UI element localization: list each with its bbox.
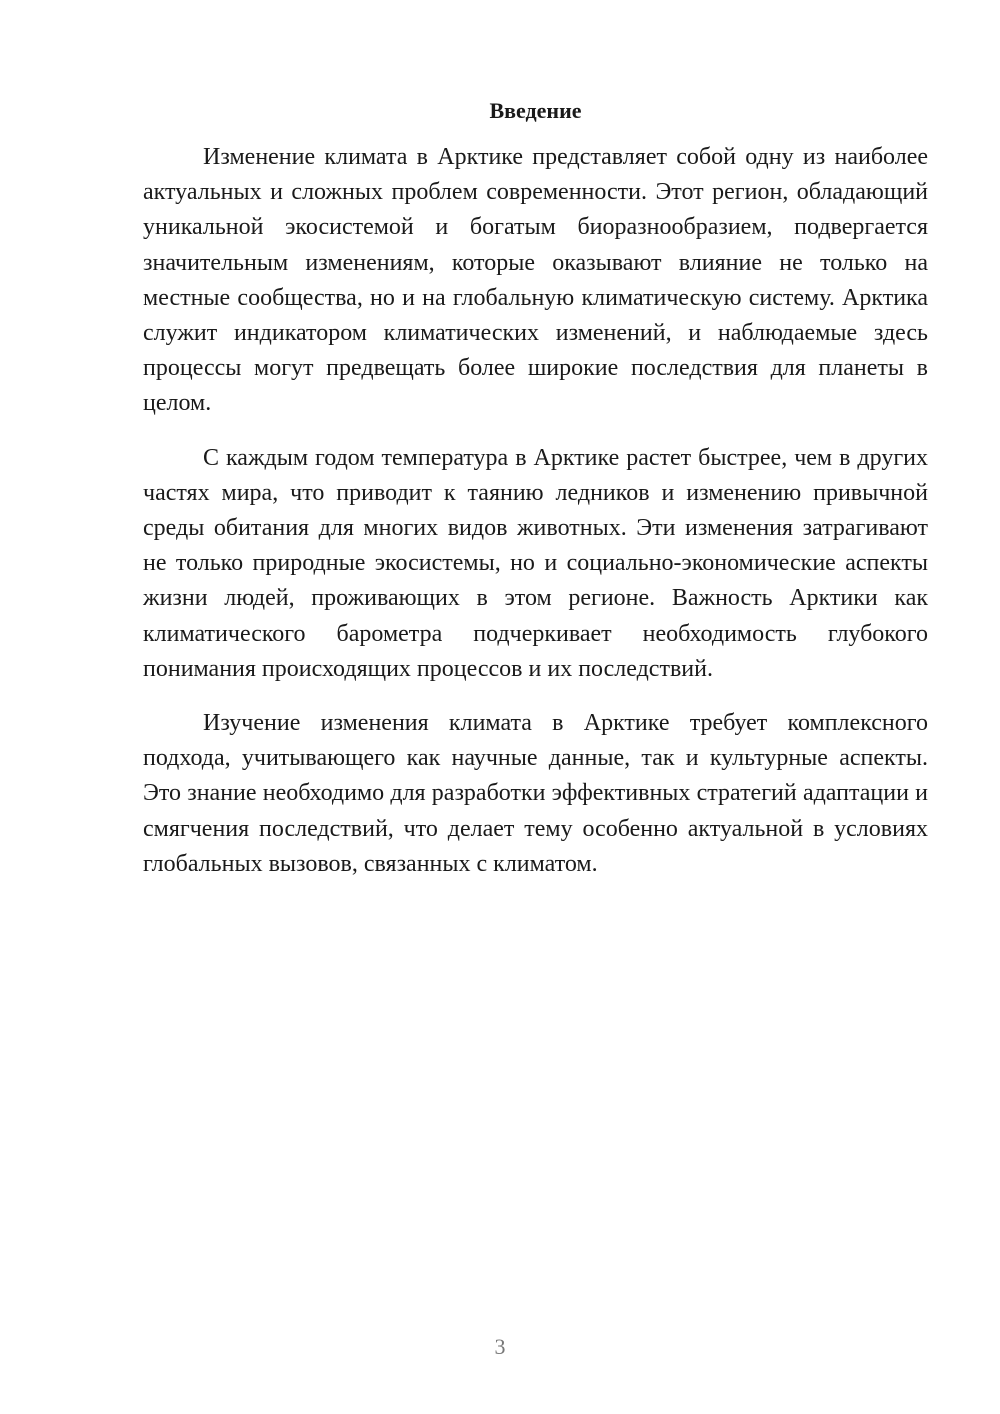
paragraph-2: С каждым годом температура в Арктике растет быстрее, чем в других частях мира, что приводит к таянию ледников и изменению привычной среды обитания для многих видов животных. Эти изменения затрагивают не только природные экосистемы, но и социально-экономические аспекты жизни людей, проживающих в этом регионе. Важность Арктики как климатического барометра подчеркивает необходимость глубокого понимания происходящих процессов и их последствий. [143, 444, 928, 682]
page-content [143, 96, 928, 901]
section-title: Введение [489, 98, 582, 123]
paragraph-1: Изменение климата в Арктике представляет собой одну из наиболее актуальных и сложных проблем современности. Этот регион, обладающий уникальной экосистемой и богатым биоразнообразием, подвергается значительным изменениям, которые оказывают влияние не только на местные сообщества, но и на глобальную климатическую систему. Арктика служит индикатором климатических изменений, и наблюдаемые здесь процессы могут предвещать более широкие последствия для планеты в целом. [143, 144, 928, 417]
page-number: 3 [494, 1334, 506, 1359]
paragraph-3: Изучение изменения климата в Арктике требует комплексного подхода, учитывающего как научные данные, так и культурные аспекты. Это знание необходимо для разработки эффективных стратегий адаптации и смягчения последствий, что делает тему особенно актуальной в условиях глобальных вызовов, связанных с климатом. [143, 710, 928, 877]
